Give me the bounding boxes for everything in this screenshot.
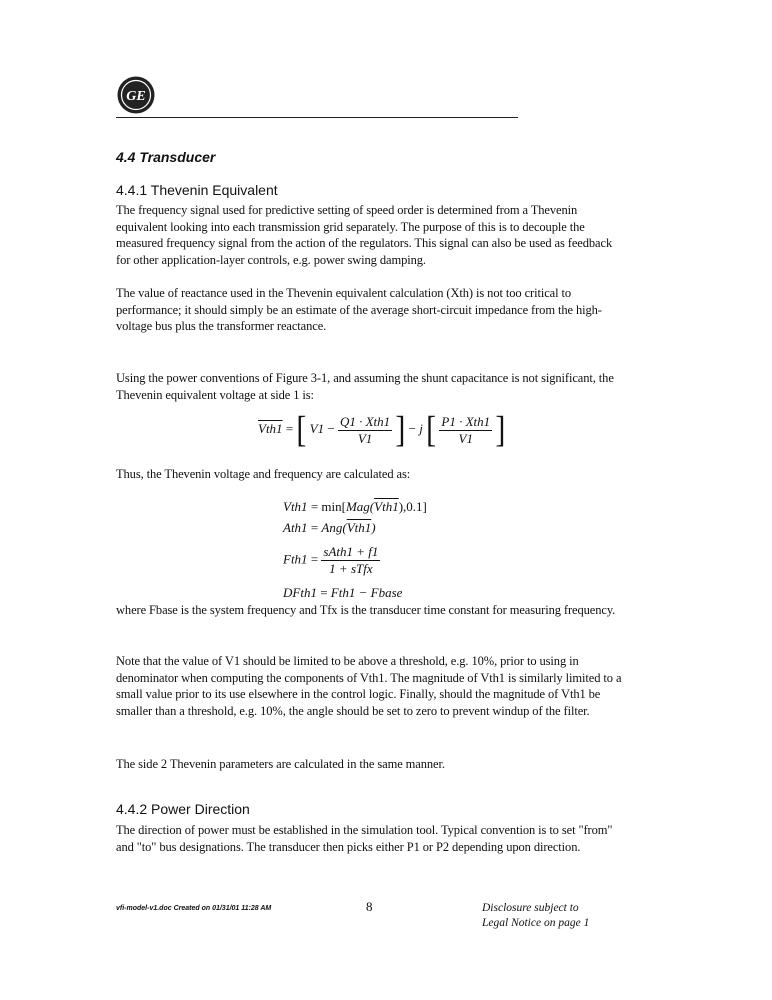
paragraph-power-conventions: Using the power conventions of Figure 3-1, and assuming the shunt capacitance is not significant, the Thevenin equivalent voltage at side 1 is: bbox=[116, 371, 614, 402]
ge-logo-text: GE bbox=[126, 89, 146, 104]
paragraph-fbase: where Fbase is the system frequency and Tfx is the transducer time constant for measuring frequency. bbox=[116, 603, 616, 617]
paragraph-thevenin-calc: Thus, the Thevenin voltage and frequency are calculated as: bbox=[116, 467, 411, 481]
paragraph-v1-limit: Note that the value of V1 should be limited to be above a threshold, e.g. 10%, prior to using in denominator when computing the components of Vth1. The magnitude of Vth1 is similarly limited to a small value prior to its use elsewhere in the control logic. Finally, should the magnitude of Vth1 be smaller than a threshold, e.g. 10%, the angle should be set to zero to prevent windup of the filter. bbox=[116, 654, 622, 718]
eq4-numerator: sAth1 + f1 bbox=[323, 544, 379, 559]
footer-filename: vfi-model-v1.doc Created on 01/31/01 11:28 AM bbox=[116, 905, 272, 912]
header-rule bbox=[116, 117, 518, 118]
footer-disclosure-line2: Legal Notice on page 1 bbox=[482, 917, 590, 929]
equation-thevenin-voltage: Vth1 = [ V1 − $\frac{\text{Q1 · Xth1}}{V1}$ ] − j [ $\frac{\text{P1 · Xth1}}{V1}$ ] bbox=[258, 408, 506, 450]
eq1-num1: Q1 · Xth1 bbox=[339, 413, 391, 429]
paragraph-side2: The side 2 Thevenin parameters are calculated in the same manner. bbox=[116, 757, 445, 771]
equation-vth-angle: Ath1 = Ang(Vth1) bbox=[283, 520, 376, 535]
eq1-j: j bbox=[419, 420, 423, 436]
paragraph-reactance: The value of reactance used in the Thevenin equivalent calculation (Xth) is not too critical to performance; it should simply be an estimate of the average short-circuit impedance from the high-voltage bus plus the transformer reactance. bbox=[116, 286, 602, 334]
eq1-num2: P1 · Xth1 bbox=[441, 413, 491, 429]
eq1-den2: V1 bbox=[458, 430, 473, 446]
section-title: 4.4 Transducer bbox=[116, 149, 216, 165]
footer-disclosure bbox=[482, 901, 589, 931]
eq4-denominator: 1 + sTfx bbox=[329, 561, 373, 576]
paragraph-thevenin-intro: The frequency signal used for predictive setting of speed order is determined from a Thevenin equivalent looking into each transmission grid separately. The purpose of this is to decouple the measured frequency signal from the action of the regulators. This signal can also be used as feedback for other application-layer controls, e.g. power swing damping. bbox=[116, 203, 613, 267]
eq1-den1: V1 bbox=[357, 430, 373, 446]
paragraph-power-direction: The direction of power must be established in the simulation tool. Typical convention is to set "from" and "to" bus designations. The transducer then picks either P1 or P2 depending upon direction. bbox=[116, 823, 613, 854]
page-number: 8 bbox=[366, 899, 373, 914]
eq1-lhs: Vth1 bbox=[258, 420, 283, 436]
equation-frequency: Fth1 = $\frac{\text{sAth1 + f1}}{\text{1 + sTfx}}$ bbox=[283, 544, 379, 576]
footer-disclosure-line1: Disclosure subject to bbox=[482, 902, 579, 914]
equation-frequency-deviation: DFth1 = Fth1 − Fbase bbox=[283, 585, 403, 600]
equation-vth-magnitude: Vth1 = min[Mag(Vth1),0.1] bbox=[283, 499, 427, 514]
subsection-title-thevenin: 4.4.1 Thevenin Equivalent bbox=[116, 182, 278, 198]
eq1-v1: V1 bbox=[309, 420, 325, 436]
ge-logo bbox=[116, 75, 156, 115]
subsection-title-power-direction: 4.4.2 Power Direction bbox=[116, 801, 250, 817]
